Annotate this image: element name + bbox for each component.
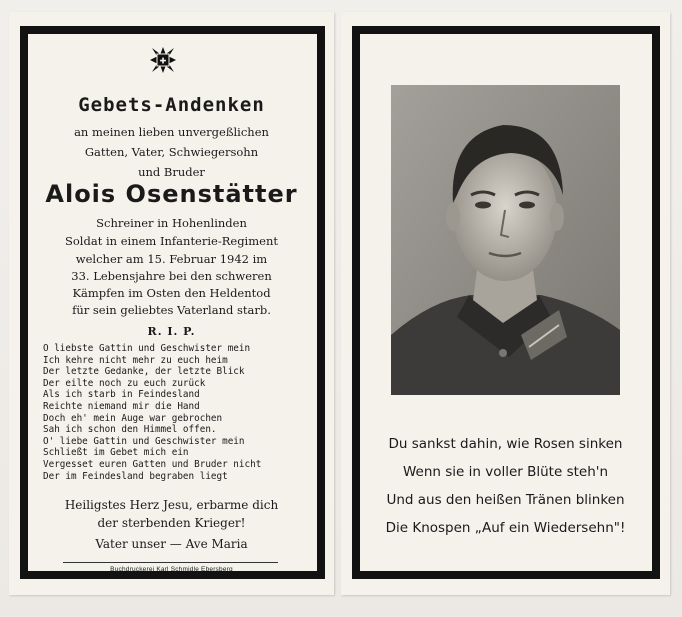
iron-cross-icon <box>148 45 178 75</box>
prayer-line: Heiligstes Herz Jesu, erbarme dich <box>64 498 279 512</box>
death-text-line: welcher am 15. Februar 1942 im <box>75 252 268 266</box>
deceased-name: Alois Osenstätter <box>45 180 298 208</box>
verse-line: Wenn sie in voller Blüte steh'n <box>402 464 609 480</box>
verse-line: Die Knospen „Auf ein Wiedersehn"! <box>385 520 626 536</box>
prayer-card-photo-panel <box>341 12 670 595</box>
poem-line: O' liebe Gattin und Geschwister mein <box>43 435 245 447</box>
verse-line: Und aus den heißen Tränen blinken <box>386 492 625 508</box>
svg-text:✚: ✚ <box>159 56 167 66</box>
poem-line: Ich kehre nicht mehr zu euch heim <box>43 354 228 366</box>
poem-line: Der letzte Gedanke, der letzte Blick <box>43 366 245 378</box>
prayer-card-text-panel <box>9 12 334 595</box>
death-text-line: für sein geliebtes Vaterland starb. <box>72 303 271 317</box>
death-text-line: 33. Lebensjahre bei den schweren <box>71 269 272 283</box>
intro-line: Gatten, Vater, Schwiegersohn <box>84 145 259 159</box>
card-title: Gebets-Andenken <box>78 94 265 116</box>
poem-line: Sah ich schon den Himmel offen. <box>43 424 217 436</box>
poem-line: Reichte niemand mir die Hand <box>43 401 200 412</box>
intro-line: an meinen lieben unvergeßlichen <box>74 125 269 139</box>
poem-line: Als ich starb in Feindesland <box>43 389 200 401</box>
unit-line: Soldat in einem Infanterie-Regiment <box>65 234 278 248</box>
poem-line: Doch eh' mein Auge war gebrochen <box>43 412 223 424</box>
intro-line: und Bruder <box>138 165 205 179</box>
poem-line: Der im Feindesland begraben liegt <box>43 470 228 482</box>
printer-credit: Buchdruckerei Karl Schmidle Ebersberg <box>110 566 233 573</box>
poem-line: O liebste Gattin und Geschwister mein <box>43 343 251 354</box>
soldier-portrait <box>391 85 620 395</box>
death-text-line: Kämpfen im Osten den Heldentod <box>72 286 271 300</box>
prayer-line: der sterbenden Krieger! <box>97 516 246 530</box>
occupation-line: Schreiner in Hohenlinden <box>96 216 247 230</box>
poem-line: Der eilte noch zu euch zurück <box>43 377 206 389</box>
poem-line: Schließt im Gebet mich ein <box>43 447 189 459</box>
poem-line: Vergesset euren Gatten und Bruder nicht <box>43 459 262 470</box>
prayer-line: Vater unser — Ave Maria <box>95 537 248 551</box>
verse-line: Du sankst dahin, wie Rosen sinken <box>388 436 623 452</box>
rip-text: R. I. P. <box>147 325 196 338</box>
divider <box>63 562 278 563</box>
